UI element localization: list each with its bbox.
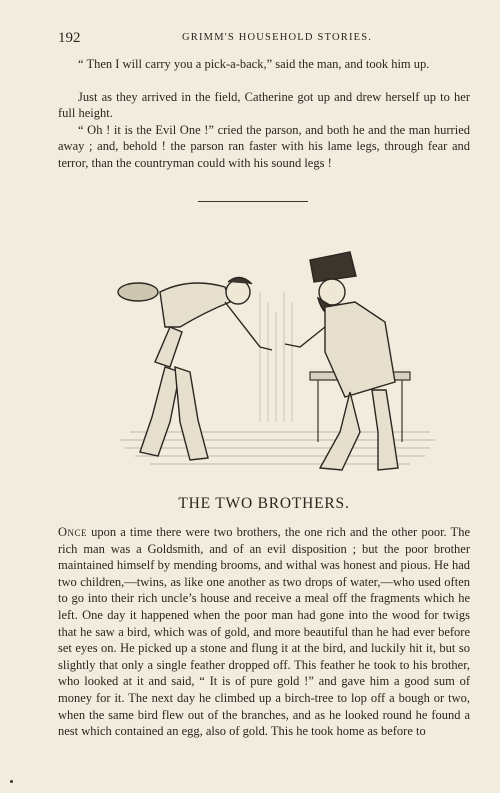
paragraph: Just as they arrived in the field, Catherine got up and drew herself up to her full height. <box>58 90 470 121</box>
wall-hatching <box>260 292 292 422</box>
engraving-illustration <box>110 232 440 482</box>
section-divider <box>198 201 308 202</box>
paragraph: “ Oh ! it is the Evil One !” cried the parson, and both he and the man hurried away ; and, behold ! the parson ran faster with his lame legs, through fear and terror, than the countryman could with his sound legs ! <box>58 123 470 170</box>
story-text <box>58 524 470 740</box>
page-speck <box>10 780 13 783</box>
story-body: upon a time there were two brothers, the one rich and the other poor. The rich man was a Goldsmith, and of an evil disposition ; but the poor brother maintained himself by mending brooms, and withal was honest and pious. He had two children,—twins, as like one another as two drops of water,—who used often to go into their rich uncle’s house and receive a meal off the fragments which he left. One day it happened when the poor man had gone into the wood for twigs that he saw a bird, which was of gold, and more beautiful than he had ever before set eyes on. He picked up a stone and flung it at the bird, and luckily hit it, but so slightly that only a single feather dropped off. This feather he took to his brother, who looked at it and said, “ It is of pure gold !” and gave him a good sum of money for it. The next day he climbed up a birch-tree to lop off a bough or two, when the same bird flew out of the branches, and as he looked round he found a nest which contained an egg, also of gold. This he took home as before to <box>58 525 470 739</box>
page-number: 192 <box>58 30 81 46</box>
paragraph: “ Then I will carry you a pick-a-back,” said the man, and took him up. <box>78 57 430 71</box>
old-man-figure <box>285 252 398 470</box>
young-man-figure <box>118 277 272 460</box>
story-title: THE TWO BROTHERS. <box>178 495 350 512</box>
page-header <box>58 30 458 48</box>
running-title: GRIMM'S HOUSEHOLD STORIES. <box>182 32 373 43</box>
story-first-word: Once <box>58 525 88 539</box>
